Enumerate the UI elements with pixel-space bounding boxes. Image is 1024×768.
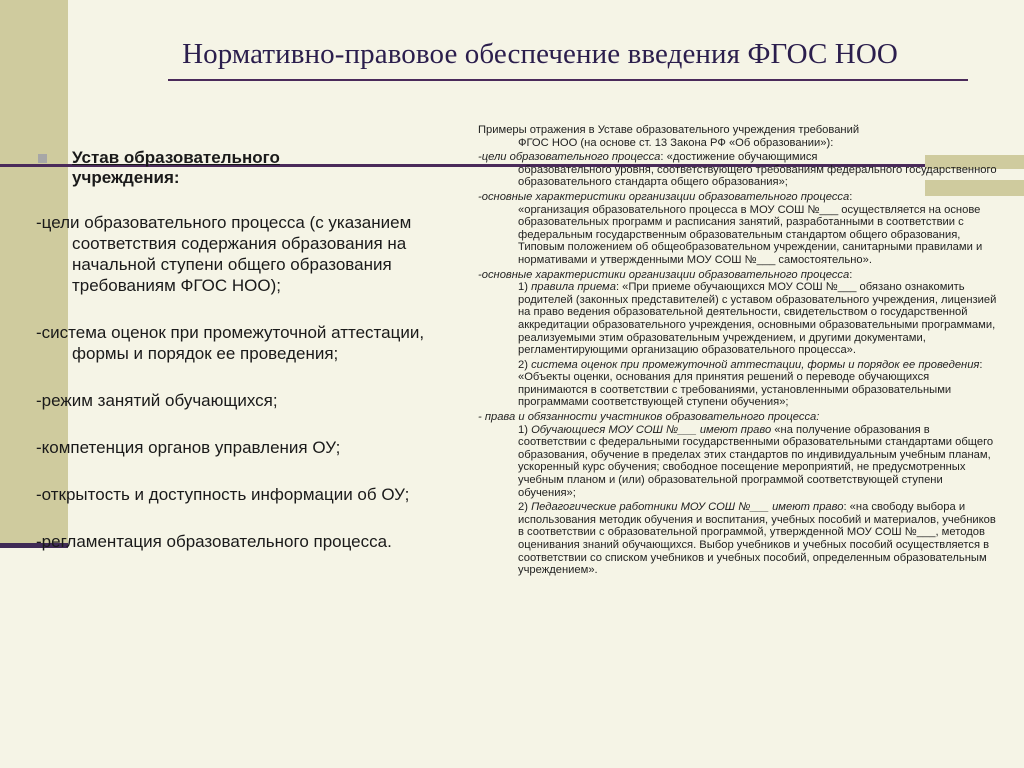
right-intro-line2: ФГОС НОО (на основе ст. 13 Закона РФ «Об образовании»): [518,136,834,149]
subitem-lead: Обучающиеся МОУ СОШ №___ имеют право [531,423,772,436]
right-column [478,124,998,579]
left-column [36,148,466,578]
left-list-item: -регламентация образовательного процесса. [36,532,392,551]
left-heading-line1: Устав образовательного [72,148,280,167]
square-bullet-icon [38,154,47,163]
title-underline [168,79,968,81]
subitem-lead: Педагогические работники МОУ СОШ №___ имеют право [531,501,844,514]
subitem-text: : «на свободу выбора и использования методик обучения и воспитания, учебных пособий и материалов, учебников в соответствии с образовательной программой, утвержденной МОУ СОШ №___, методов оценивания знаний обучающихся. Выбор учебников и учебных пособий осуществляется в соответствии со списком учебников и учебных пособий, определенным образовательным учреждением». [518,501,996,577]
subitem-text: : «При приеме обучающихся МОУ СОШ №___ обязано ознакомить родителей (законных представителей) с уставом образовательного учреждения, лицензией на право ведения образовательной деятельности, свидетельством о государственной аккредитации образовательного учреждения, основными образовательными программами, реализуемыми этим образовательным учреждением, и другими документами, регламентирующими организацию образовательного процесса». [518,281,997,357]
right-subitem-admission [478,281,998,357]
right-item-goals-lead: -цели образовательного процесса [478,151,661,164]
right-item-organization-2 [478,269,998,410]
left-heading [36,148,466,188]
right-subitem-students [478,424,998,500]
left-list-item: -система оценок при промежуточной аттестации, формы и порядок ее проведения; [36,323,425,363]
right-item-goals-text: : «достижение обучающимися [660,151,818,164]
right-item-organization-text: : [849,190,853,203]
right-item-goals-rest: образовательного уровня, соответствующего требованиям федерального государственного образовательного стандарта общего образования»; [518,163,997,189]
subitem-number: 1) [518,281,532,294]
right-item-organization-lead: -основные характеристики организации образовательного процесса [478,190,850,203]
right-item-organization [478,191,998,267]
subitem-lead: правила приема [531,281,616,294]
right-item-organization-rest: «организация образовательного процесса в МОУ СОШ №___ осуществляется на основе образовательных программ и расписания занятий, разработанными в соответствии с федеральным государственным образовательным стандартом общего образования, Типовым положением об общеобразовательном учреждении, санитарными правилами и нормативами и утвержденными МОУ СОШ №___ самостоятельно». [518,203,983,266]
right-item-goals [478,151,998,189]
subitem-number: 2) [518,358,532,371]
subitem-text: : «Объекты оценки, основания для принятия решений о переводе обучающихся принимаются в соответствии с требованиями, установленными образовательными программами соответствующей ступени обучения»; [518,358,983,409]
right-item-rights [478,411,998,577]
subitem-lead: система оценок при промежуточной аттестации, формы и порядок ее проведения [531,358,980,371]
left-list-item: -компетенция органов управления ОУ; [36,438,341,457]
right-intro [478,124,998,149]
right-item-rights-lead: - права и обязанности участников образовательного процесса: [478,411,820,424]
subitem-text: «на получение образования в соответствии с федеральными государственными образовательными стандартами общего образования, обучение в пределах этих стандартов по индивидуальным учебным планам, ускоренный курс обучения; свободное посещение мероприятий, не предусмотренных учебным планом и (или) образовательной программой соответствующей ступени обучения»; [518,423,994,499]
right-subitem-teachers [478,501,998,577]
left-list-item: -режим занятий обучающихся; [36,391,278,410]
left-list-item: -цели образовательного процесса (с указанием соответствия содержания образования на начальной ступени общего образования требованиям ФГОС НОО); [36,213,412,295]
right-subitem-assessment [478,359,998,409]
right-item-organization-2-text: : [849,268,853,281]
left-list-item: -открытость и доступность информации об ОУ; [36,485,410,504]
slide-title: Нормативно-правовое обеспечение введения ФГОС НОО [182,38,898,70]
right-item-organization-2-lead: -основные характеристики организации образовательного процесса [478,268,850,281]
subitem-number: 2) [518,501,532,514]
right-intro-line1: Примеры отражения в Уставе образовательного учреждения требований [478,124,860,136]
left-heading-line2: учреждения: [72,168,180,187]
subitem-number: 1) [518,423,532,436]
